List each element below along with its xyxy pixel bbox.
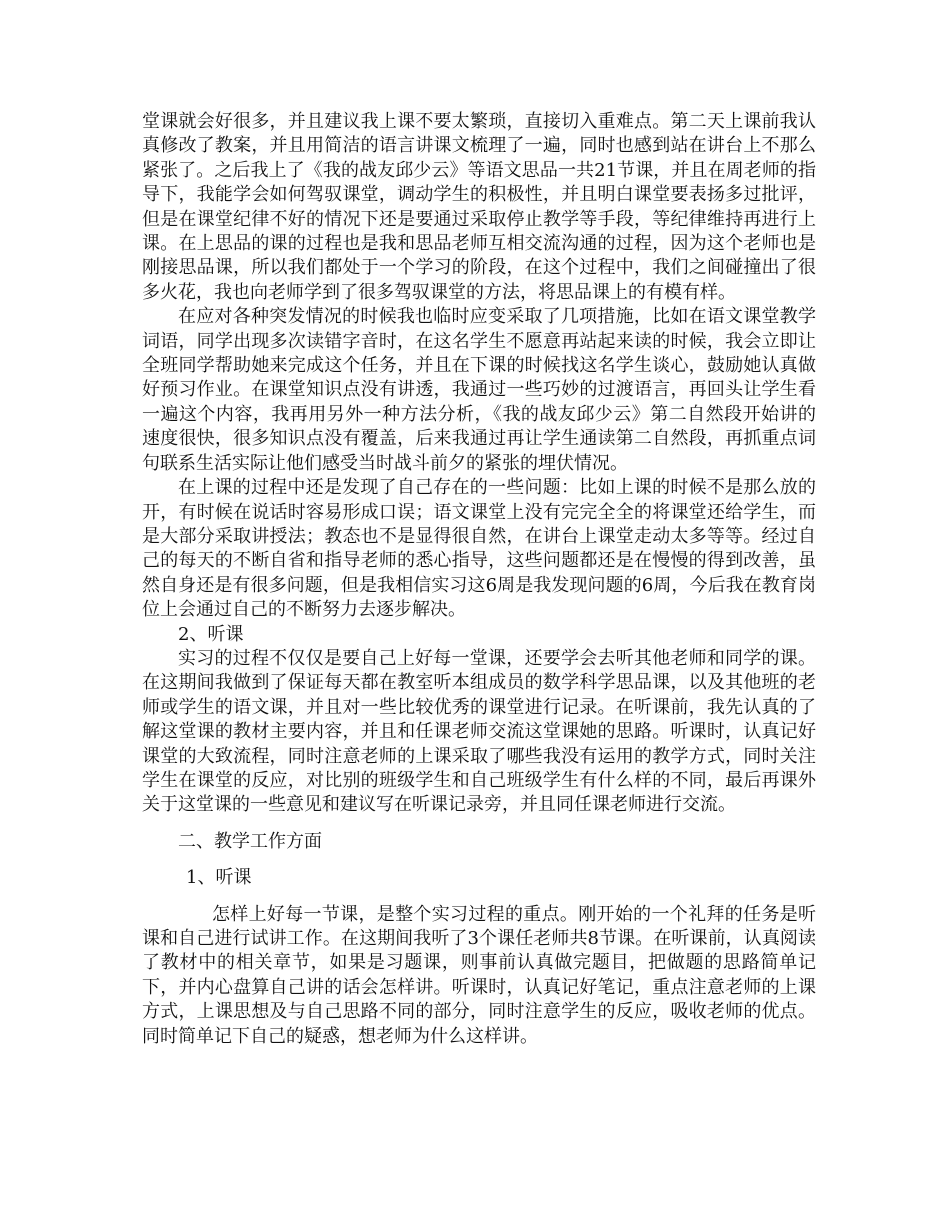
paragraph-lesson-improvement: 堂课就会好很多，并且建议我上课不要太繁琐，直接切入重难点。第二天上课前我认真修改了教案，并且用简洁的语言讲课文梳理了一遍，同时也感到站在讲台上不那么紧张了。之后我上了《我的战友邱少云》等语文思品一共21节课，并且在周老师的指导下，我能学会如何驾驭课堂，调动学生的积极性，并且明白课堂要表扬多过批评，但是在课堂纪律不好的情况下还是要通过采取停止教学等手段，等纪律维持再进行上课。在上思品的课的过程也是我和思品老师互相交流沟通的过程，因为这个老师也是刚接思品课，所以我们都处于一个学习的阶段，在这个过程中，我们之间碰撞出了很多火花，我也向老师学到了很多驾驭课堂的方法，将思品课上的有模有样。	[142, 111, 816, 303]
paragraph-listening-process: 实习的过程不仅仅是要自己上好每一堂课，还要学会去听其他老师和同学的课。在这期间我做到了保证每天都在教室听本组成员的数学科学思品课，以及其他班的老师或学生的语文课，并且对一些比较优秀的课堂进行记录。在听课前，我先认真的了解这堂课的教材主要内容，并且和任课老师交流这堂课她的思路。听课时，认真记好课堂的大致流程，同时注意老师的上课采取了哪些我没有运用的教学方式，同时关注学生在课堂的反应，对比别的班级学生和自己班级学生有什么样的不同，最后再课外关于这堂课的一些意见和建议写在听课记录旁，并且同任课老师进行交流。	[142, 647, 816, 816]
section-heading-listening: 2、听课	[178, 623, 244, 645]
paragraph-emergency-handling: 在应对各种突发情况的时候我也临时应变采取了几项措施，比如在语文课堂教学词语，同学出现多次读错字音时，在这名学生不愿意再站起来读的时候，我会立即让全班同学帮助她来完成这个任务，并且在下课的时候找这名学生谈心，鼓励她认真做好预习作业。在课堂知识点没有讲透，我通过一些巧妙的过渡语言，再回头让学生看一遍这个内容，我再用另外一种方法分析，《我的战友邱少云》第二自然段开始讲的速度很快，很多知识点没有覆盖，后来我通过再让学生通读第二自然段，再抓重点词句联系生活实际让他们感受当时战斗前夕的紧张的埋伏情况。	[142, 306, 816, 474]
subsection-heading-listening: 1、听课	[186, 867, 252, 889]
section-heading-teaching-work: 二、教学工作方面	[178, 830, 322, 852]
paragraph-problems-found: 在上课的过程中还是发现了自己存在的一些问题：比如上课的时候不是那么放的开，有时候在说话时容易形成口误；语文课堂上没有完完全全的将课堂还给学生，而是大部分采取讲授法；教态也不是显得很自然，在讲台上课堂走动太多等等。经过自己的每天的不断自省和指导老师的悉心指导，这些问题都还是在慢慢的得到改善，虽然自身还是有很多问题，但是我相信实习这6周是我发现问题的6周，今后我在教育岗位上会通过自己的不断努力去逐步解决。	[142, 477, 816, 621]
paragraph-how-to-teach: 怎样上好每一节课，是整个实习过程的重点。刚开始的一个礼拜的任务是听课和自己进行试讲工作。在这期间我听了3个课任老师共8节课。在听课前，认真阅读了教材中的相关章节，如果是习题课，则事前认真做完题目，把做题的思路简单记下，并内心盘算自己讲的话会怎样讲。听课时，认真记好笔记，重点注意老师的上课方式，上课思想及与自己思路不同的部分，同时注意学生的反应，吸收老师的优点。同时简单记下自己的疑惑，想老师为什么这样讲。	[142, 903, 816, 1047]
document-body	[142, 110, 816, 1049]
